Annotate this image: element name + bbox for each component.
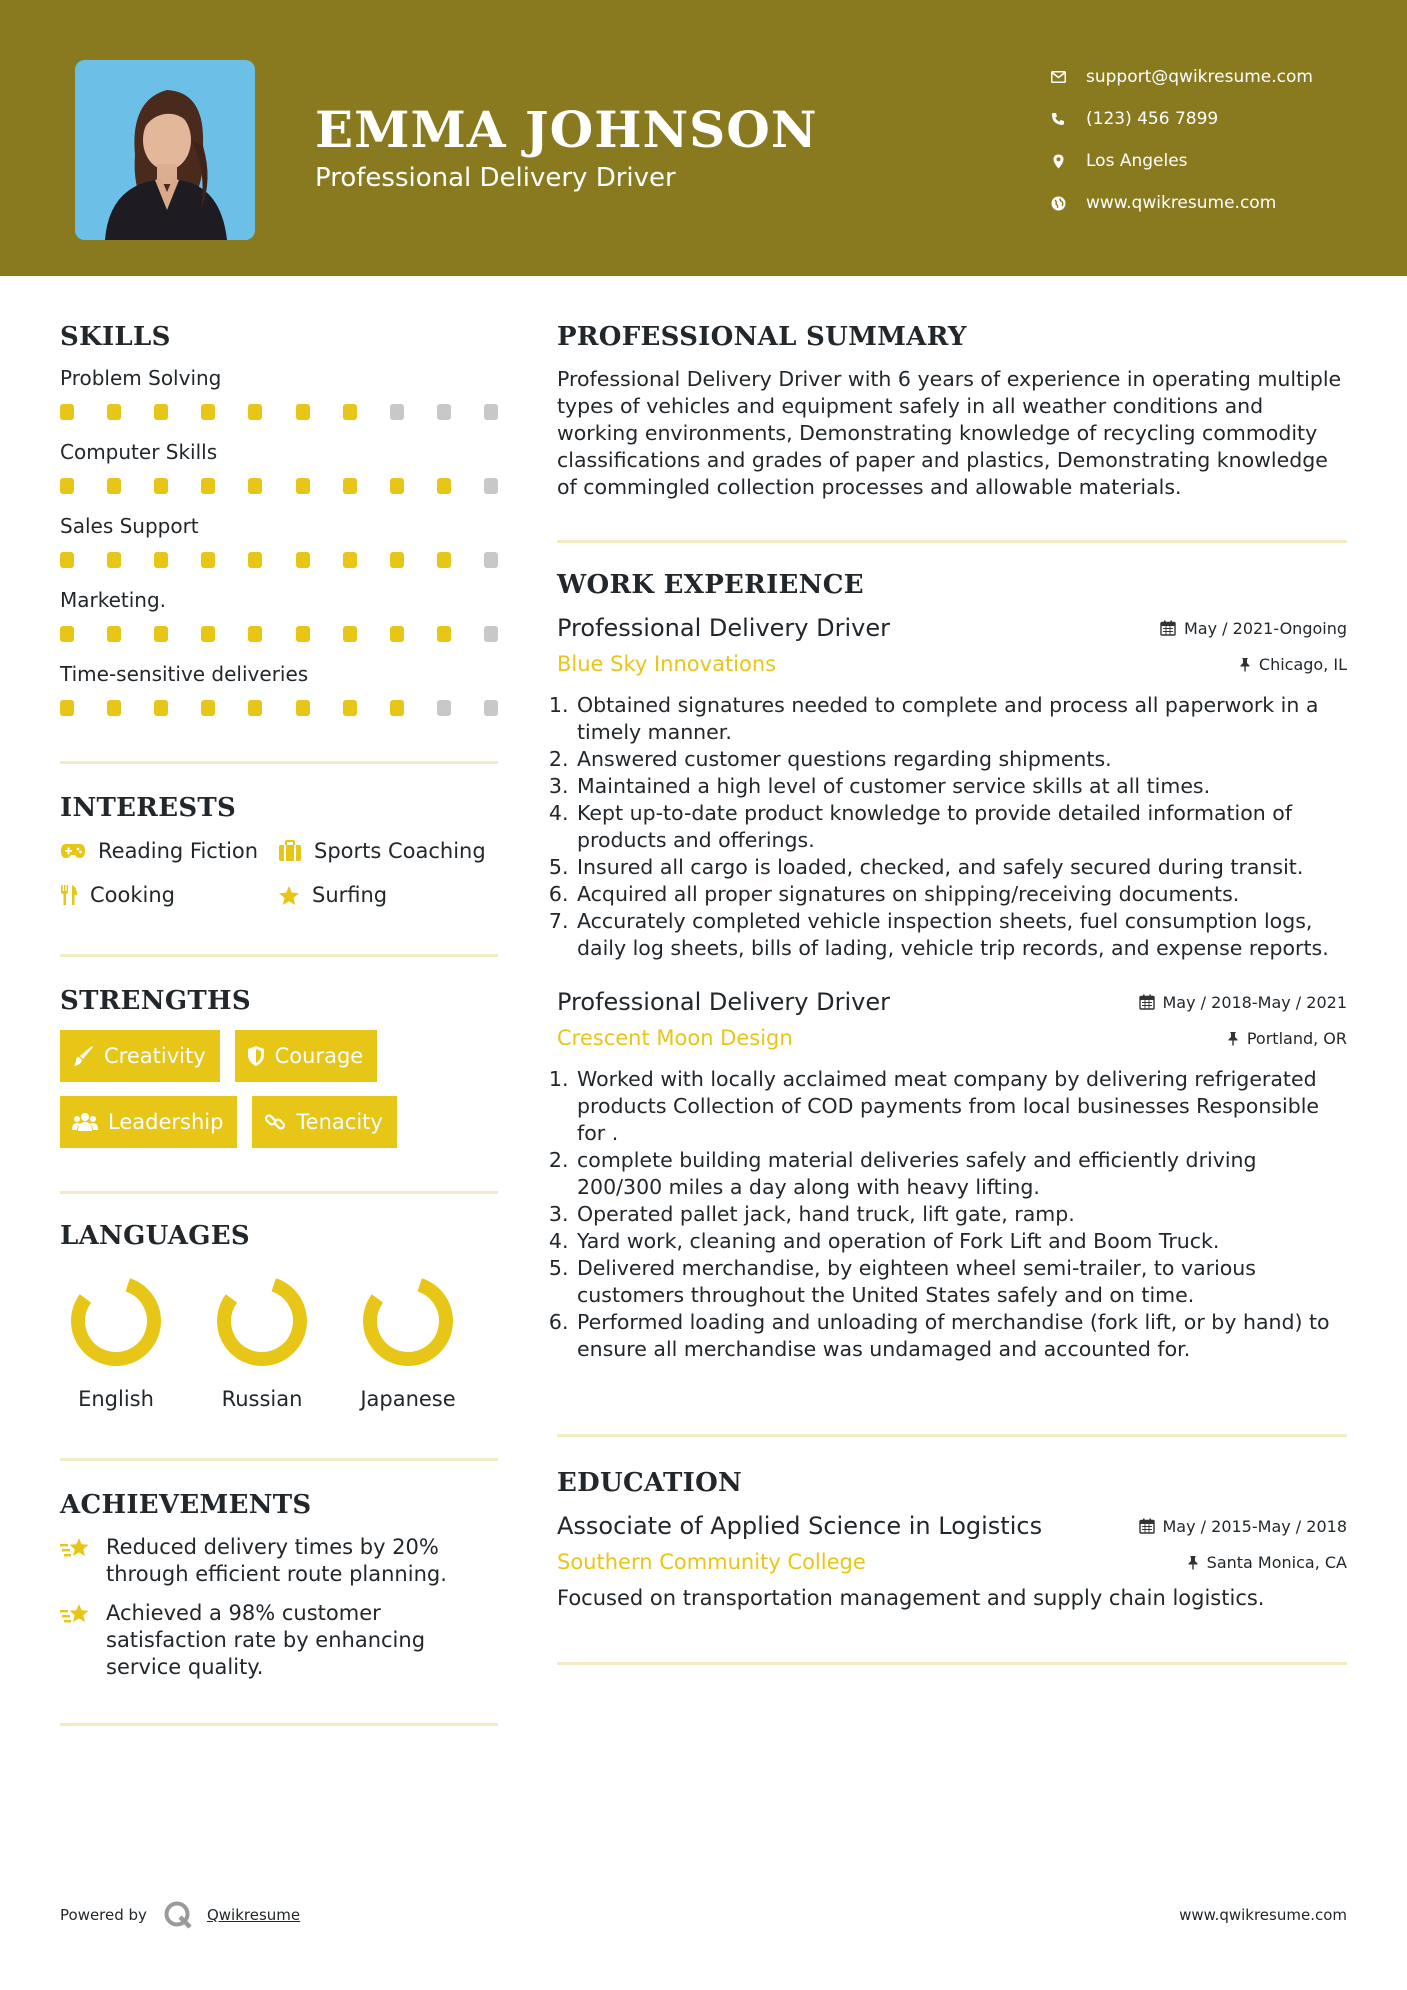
envelope-icon [1050,69,1066,85]
skill-name: Sales Support [60,514,199,538]
job-location [1239,655,1347,674]
education-location-text: Santa Monica, CA [1206,1552,1347,1572]
skill-dot-filled [248,478,262,494]
interests-heading: INTERESTS [60,793,237,823]
duty-item: 3. Maintained a high level of customer service skills at all times. [575,773,1347,800]
achievements-section [60,1490,498,1693]
duty-item: 4. Kept up-to-date product knowledge to provide detailed information of products and offerings. [575,800,1347,854]
skill-dot-filled [107,552,121,568]
job-location [1227,1029,1347,1048]
section-divider [557,540,1347,543]
skill-dot-filled [248,404,262,420]
skill-name: Problem Solving [60,366,222,390]
link-icon [264,1111,286,1133]
skill-dot-filled [107,478,121,494]
strength-label: Leadership [108,1110,224,1134]
skill-name: Time-sensitive deliveries [60,662,309,686]
skill-dot-filled [201,626,215,642]
language-item [206,1273,318,1411]
school-name: Southern Community College [557,1550,866,1574]
section-divider [557,1434,1347,1437]
contact-location-text: Los Angeles [1086,151,1188,171]
skill-dot-filled [296,700,310,716]
interest-label: Sports Coaching [314,839,486,863]
skill-dot-empty [484,700,498,716]
phone-icon [1050,111,1066,127]
footer-powered-by [60,1900,300,1930]
skill-rating [60,404,498,420]
portrait-image [75,60,255,240]
summary-section [557,322,1347,501]
skill-item [60,588,498,642]
section-divider [60,1458,498,1461]
skill-dot-filled [343,404,357,420]
powered-by-label: Powered by [60,1906,147,1924]
language-progress-ring [68,1273,164,1369]
interest-label: Cooking [90,883,175,907]
skill-dot-empty [484,404,498,420]
section-divider [60,1191,498,1194]
calendar-icon [1139,1518,1155,1534]
candidate-role: Professional Delivery Driver [315,163,676,193]
skill-dot-empty [437,404,451,420]
skill-dot-filled [201,552,215,568]
calendar-icon [1160,620,1176,636]
contact-location [1050,140,1380,182]
education-heading: EDUCATION [557,1468,743,1498]
skill-dot-filled [390,626,404,642]
skill-dot-filled [60,404,74,420]
skill-dot-filled [201,700,215,716]
strength-tag [235,1030,378,1082]
skill-item [60,366,498,420]
education-section [557,1468,1347,1610]
interest-item [60,883,278,907]
pushpin-icon [1187,1555,1199,1570]
cutlery-icon [60,884,78,906]
company-name: Crescent Moon Design [557,1026,793,1050]
duty-item: 6. Performed loading and unloading of merchandise (fork lift, or by hand) to ensure all merchandise was undamaged and accounted for. [575,1309,1347,1363]
contact-email-text: support@qwikresume.com [1086,67,1313,87]
skill-dot-filled [296,478,310,494]
skill-dot-empty [484,626,498,642]
skill-dot-filled [107,404,121,420]
duty-item: 4. Yard work, cleaning and operation of Fork Lift and Boom Truck. [575,1228,1347,1255]
job-entry [557,614,1347,962]
strength-tag [60,1096,237,1148]
shield-icon [247,1045,265,1067]
pushpin-icon [1239,657,1251,672]
languages-section [60,1221,498,1411]
skill-rating [60,626,498,642]
job-dates [1139,993,1348,1012]
language-progress-arc [68,1273,164,1369]
section-divider [60,761,498,764]
skill-dot-filled [60,626,74,642]
achievement-text: Reduced delivery times by 20% through efficient route planning. [106,1535,447,1586]
skill-dot-filled [60,700,74,716]
achievement-item [60,1534,498,1588]
skill-rating [60,478,498,494]
job-entry [557,988,1347,1363]
job-dates [1160,619,1347,638]
skill-item [60,514,498,568]
shooting-star-icon [60,1536,92,1560]
strength-tag [60,1030,220,1082]
location-pin-icon [1050,153,1066,169]
contact-phone-text: (123) 456 7899 [1086,109,1219,129]
profile-photo [75,60,255,240]
language-name: English [78,1387,154,1411]
experience-section [557,570,1347,1363]
skill-dot-filled [390,478,404,494]
skill-dot-filled [60,478,74,494]
education-description: Focused on transportation management and supply chain logistics. [557,1586,1265,1610]
skill-dot-filled [248,552,262,568]
duty-item: 1. Worked with locally acclaimed meat company by delivering refrigerated products Collection of COD payments from local businesses Responsible for . [575,1066,1347,1147]
skill-dot-filled [343,552,357,568]
duty-item: 6. Acquired all proper signatures on shipping/receiving documents. [575,881,1347,908]
duty-item: 1. Obtained signatures needed to complete and process all paperwork in a timely manner. [575,692,1347,746]
skill-dot-filled [390,700,404,716]
education-dates-text: May / 2015-May / 2018 [1162,1516,1347,1536]
degree-title: Associate of Applied Science in Logistics [557,1512,1043,1540]
skill-dot-filled [154,478,168,494]
job-title: Professional Delivery Driver [557,614,890,642]
strength-tag [252,1096,396,1148]
skill-dot-filled [343,478,357,494]
skill-dot-filled [437,552,451,568]
duty-item: 5. Insured all cargo is loaded, checked, and safely secured during transit. [575,854,1347,881]
interest-label: Reading Fiction [98,839,259,863]
language-item [60,1273,172,1411]
language-progress-arc [214,1273,310,1369]
skill-dot-filled [437,626,451,642]
skill-item [60,440,498,494]
achievements-heading: ACHIEVEMENTS [60,1490,312,1520]
interest-item [278,883,498,907]
education-dates [1139,1517,1348,1536]
gamepad-icon [60,843,86,859]
interests-section [60,793,498,907]
header-banner [0,0,1407,276]
footer-website[interactable]: www.qwikresume.com [1179,1906,1347,1924]
company-name: Blue Sky Innovations [557,652,777,676]
skill-dot-filled [248,626,262,642]
language-progress-ring [214,1273,310,1369]
job-location-text: Chicago, IL [1258,654,1347,674]
contact-list [1050,56,1380,224]
job-location-text: Portland, OR [1246,1028,1347,1048]
skill-dot-filled [107,626,121,642]
duty-item: 5. Delivered merchandise, by eighteen wheel semi-trailer, to various customers throughout the United States safely and on time. [575,1255,1347,1309]
skill-dot-filled [296,626,310,642]
pushpin-icon [1227,1031,1239,1046]
skill-dot-filled [296,404,310,420]
skill-rating [60,552,498,568]
skill-dot-filled [60,552,74,568]
calendar-icon [1139,994,1155,1010]
skill-dot-filled [437,478,451,494]
achievement-item [60,1600,498,1681]
skill-name: Marketing. [60,588,167,612]
strength-label: Tenacity [296,1110,383,1134]
skill-dot-filled [154,700,168,716]
brand-link[interactable]: Qwikresume [206,1906,301,1924]
skill-dot-filled [154,404,168,420]
skill-dot-empty [390,404,404,420]
skill-dot-filled [201,404,215,420]
skill-dot-filled [154,552,168,568]
paintbrush-icon [72,1045,94,1067]
duties-list [557,692,1347,962]
language-name: Russian [221,1387,303,1411]
skill-dot-empty [437,700,451,716]
duty-item: 2. Answered customer questions regarding shipments. [575,746,1347,773]
duty-item: 7. Accurately completed vehicle inspection sheets, fuel consumption logs, daily log sheets, bills of lading, vehicle trip records, and expense reports. [575,908,1347,962]
job-dates-text: May / 2018-May / 2021 [1162,992,1347,1012]
experience-heading: WORK EXPERIENCE [557,570,864,600]
skill-dot-filled [107,700,121,716]
achievement-text: Achieved a 98% customer satisfaction rate by enhancing service quality. [106,1601,426,1679]
skill-dot-filled [248,700,262,716]
interest-label: Surfing [312,883,388,907]
summary-text: Professional Delivery Driver with 6 years of experience in operating multiple types of vehicles and equipment safely in all weather conditions and working environments, Demonstrating knowledge of recycling commodity classifications and grades of paper and plastics, Demonstrating knowledge of commingled collection processes and allowable materials. [557,367,1342,499]
language-progress-ring [360,1273,456,1369]
skills-heading: SKILLS [60,322,171,352]
contact-website[interactable] [1050,182,1380,224]
duty-item: 3. Operated pallet jack, hand truck, lift gate, ramp. [575,1201,1347,1228]
education-location [1187,1553,1347,1572]
section-divider [60,954,498,957]
skill-dot-empty [484,478,498,494]
language-name: Japanese [360,1387,456,1411]
skill-dot-filled [154,626,168,642]
skill-rating [60,700,498,716]
contact-phone[interactable] [1050,98,1380,140]
skill-dot-filled [390,552,404,568]
qwikresume-logo-icon [163,1900,193,1930]
briefcase-icon [278,840,302,862]
star-icon [278,885,300,906]
skill-dot-empty [484,552,498,568]
duties-list [557,1066,1347,1363]
contact-website-text: www.qwikresume.com [1086,193,1277,213]
strength-label: Creativity [104,1044,206,1068]
skill-dot-filled [343,626,357,642]
skill-item [60,662,498,716]
section-divider [60,1723,498,1726]
strengths-heading: STRENGTHS [60,986,251,1016]
duty-item: 2. complete building material deliveries safely and efficiently driving 200/300 miles a day along with heavy lifting. [575,1147,1347,1201]
skill-dot-filled [343,700,357,716]
strength-label: Courage [274,1044,364,1068]
contact-email[interactable] [1050,56,1380,98]
summary-heading: PROFESSIONAL SUMMARY [557,322,967,352]
language-progress-arc [360,1273,456,1369]
job-title: Professional Delivery Driver [557,988,890,1016]
interest-item [60,839,278,863]
skills-section [60,322,498,736]
skill-dot-filled [296,552,310,568]
interest-item [278,839,498,863]
candidate-name: EMMA JOHNSON [315,100,818,159]
users-icon [72,1112,98,1132]
job-dates-text: May / 2021-Ongoing [1184,618,1347,638]
skill-dot-filled [201,478,215,494]
languages-heading: LANGUAGES [60,1221,250,1251]
language-item [352,1273,464,1411]
shooting-star-icon [60,1602,92,1626]
strengths-section [60,986,498,1148]
section-divider [557,1662,1347,1665]
skill-name: Computer Skills [60,440,218,464]
globe-icon [1050,195,1066,211]
